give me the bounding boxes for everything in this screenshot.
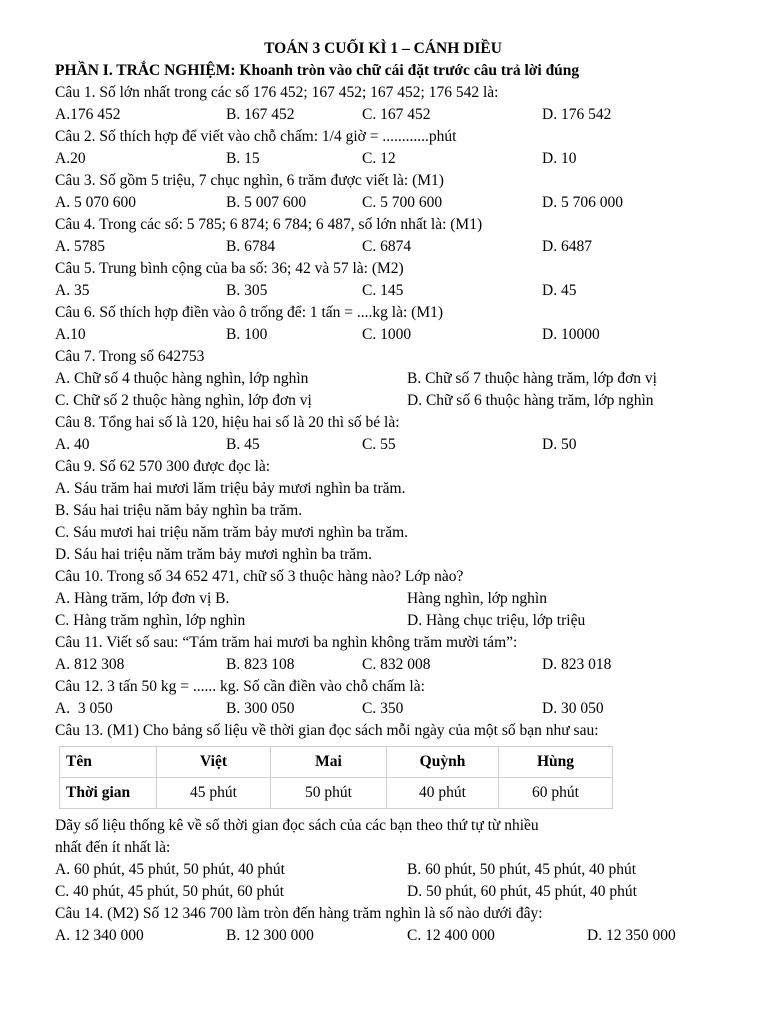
q4-option-c[interactable]: C. 6874 [362,238,412,255]
q14-option-b[interactable]: B. 12 300 000 [226,927,314,944]
question-13-prompt-cont: nhất đến ít nhất là: [55,839,171,856]
q12-option-d[interactable]: D. 30 050 [542,700,604,717]
q5-option-b[interactable]: B. 305 [226,282,268,299]
table-row [60,778,613,809]
q12-option-b[interactable]: B. 300 050 [226,700,295,717]
q4-option-d[interactable]: D. 6487 [542,238,592,255]
q8-option-b[interactable]: B. 45 [226,436,260,453]
question-5: Câu 5. Trung bình cộng của ba số: 36; 42 và 57 là: (M2) [55,260,404,277]
table-header-cell: Việt [157,747,271,778]
question-5-options [55,280,735,302]
question-8-options [55,434,735,456]
question-12: Câu 12. 3 tấn 50 kg = ...... kg. Số cần điền vào chỗ chấm là: [55,678,425,695]
q10-option-b[interactable]: Hàng nghìn, lớp nghìn [407,590,547,607]
question-10-options-ab [55,588,735,610]
question-11-options [55,654,735,676]
q2-option-d[interactable]: D. 10 [542,150,577,167]
question-9: Câu 9. Số 62 570 300 được đọc là: [55,458,271,475]
question-3: Câu 3. Số gồm 5 triệu, 7 chục nghìn, 6 trăm được viết là: (M1) [55,172,444,189]
question-2: Câu 2. Số thích hợp để viết vào chỗ chấm: 1/4 giờ = ............phút [55,128,457,145]
q8-option-d[interactable]: D. 50 [542,436,577,453]
question-10: Câu 10. Trong số 34 652 471, chữ số 3 thuộc hàng nào? Lớp nào? [55,568,464,585]
q1-option-d[interactable]: D. 176 542 [542,106,612,123]
q12-option-c[interactable]: C. 350 [362,700,404,717]
q8-option-c[interactable]: C. 55 [362,436,396,453]
table-cell: 45 phút [157,778,271,809]
q1-option-a[interactable]: A.176 452 [55,106,121,123]
question-3-options [55,192,735,214]
q12-option-a[interactable]: A. 3 050 [55,700,113,717]
question-4-options [55,236,735,258]
q10-option-a[interactable]: A. Hàng trăm, lớp đơn vị B. [55,590,230,607]
q9-option-c[interactable]: C. Sáu mươi hai triệu năm trăm bảy mươi nghìn ba trăm. [55,524,409,541]
q9-option-b[interactable]: B. Sáu hai triệu năm bảy nghìn ba trăm. [55,502,303,519]
table-header-cell: Quỳnh [387,747,499,778]
worksheet-page [55,38,735,947]
q14-option-d[interactable]: D. 12 350 000 [587,927,676,944]
q6-option-c[interactable]: C. 1000 [362,326,412,343]
q13-option-a[interactable]: A. 60 phút, 45 phút, 50 phút, 40 phút [55,861,285,878]
q9-option-a[interactable]: A. Sáu trăm hai mươi lăm triệu bảy mươi nghìn ba trăm. [55,480,406,497]
question-1-options [55,104,735,126]
q11-option-c[interactable]: C. 832 008 [362,656,431,673]
question-6-options [55,324,735,346]
table-cell: 60 phút [499,778,613,809]
q10-option-d[interactable]: D. Hàng chục triệu, lớp triệu [407,612,586,629]
q3-option-c[interactable]: C. 5 700 600 [362,194,443,211]
q6-option-d[interactable]: D. 10000 [542,326,600,343]
reading-time-table [59,746,613,809]
q13-option-d[interactable]: D. 50 phút, 60 phút, 45 phút, 40 phút [407,883,637,900]
table-cell: 50 phút [271,778,387,809]
q11-option-d[interactable]: D. 823 018 [542,656,612,673]
page-title: TOÁN 3 CUỐI KÌ 1 – CÁNH DIỀU [264,40,502,57]
q11-option-a[interactable]: A. 812 308 [55,656,125,673]
q11-option-b[interactable]: B. 823 108 [226,656,295,673]
q13-option-c[interactable]: C. 40 phút, 45 phút, 50 phút, 60 phút [55,883,285,900]
question-7-options-cd [55,390,735,412]
question-7-options-ab [55,368,735,390]
q4-option-a[interactable]: A. 5785 [55,238,105,255]
q7-option-a[interactable]: A. Chữ số 4 thuộc hàng nghìn, lớp nghìn [55,370,309,387]
q7-option-b[interactable]: B. Chữ số 7 thuộc hàng trăm, lớp đơn vị [407,370,657,387]
q2-option-b[interactable]: B. 15 [226,150,260,167]
question-13-prompt: Dãy số liệu thống kê về số thời gian đọc sách của các bạn theo thứ tự từ nhiều [55,817,539,834]
q1-option-b[interactable]: B. 167 452 [226,106,295,123]
q4-option-b[interactable]: B. 6784 [226,238,276,255]
question-14: Câu 14. (M2) Số 12 346 700 làm tròn đến hàng trăm nghìn là số nào dưới đây: [55,905,543,922]
q5-option-d[interactable]: D. 45 [542,282,577,299]
q7-option-d[interactable]: D. Chữ số 6 thuộc hàng trăm, lớp nghìn [407,392,654,409]
q5-option-a[interactable]: A. 35 [55,282,90,299]
q6-option-b[interactable]: B. 100 [226,326,268,343]
q8-option-a[interactable]: A. 40 [55,436,90,453]
q14-option-a[interactable]: A. 12 340 000 [55,927,144,944]
q7-option-c[interactable]: C. Chữ số 2 thuộc hàng nghìn, lớp đơn vị [55,392,312,409]
question-8: Câu 8. Tổng hai số là 120, hiệu hai số là 20 thì số bé là: [55,414,400,431]
q3-option-d[interactable]: D. 5 706 000 [542,194,623,211]
question-6: Câu 6. Số thích hợp điền vào ô trống để: 1 tấn = ....kg là: (M1) [55,304,444,321]
q3-option-b[interactable]: B. 5 007 600 [226,194,307,211]
question-13: Câu 13. (M1) Cho bảng số liệu về thời gian đọc sách mỗi ngày của một số bạn như sau: [55,722,599,739]
q2-option-c[interactable]: C. 12 [362,150,396,167]
q10-option-c[interactable]: C. Hàng trăm nghìn, lớp nghìn [55,612,246,629]
question-14-options [55,925,735,947]
question-10-options-cd [55,610,735,632]
table-header-cell: Mai [271,747,387,778]
table-header-row [60,747,613,778]
q13-option-b[interactable]: B. 60 phút, 50 phút, 45 phút, 40 phút [407,861,637,878]
table-cell: Thời gian [60,778,157,809]
question-2-options [55,148,735,170]
q6-option-a[interactable]: A.10 [55,326,86,343]
q1-option-c[interactable]: C. 167 452 [362,106,431,123]
question-13-options-ab [55,859,735,881]
question-4: Câu 4. Trong các số: 5 785; 6 874; 6 784; 6 487, số lớn nhất là: (M1) [55,216,483,233]
table-header-cell: Tên [60,747,157,778]
question-12-options [55,698,735,720]
q9-option-d[interactable]: D. Sáu hai triệu năm trăm bảy mươi nghìn ba trăm. [55,546,373,563]
question-11: Câu 11. Viết số sau: “Tám trăm hai mươi ba nghìn không trăm mười tám”: [55,634,518,651]
question-1: Câu 1. Số lớn nhất trong các số 176 452; 167 452; 167 452; 176 542 là: [55,84,499,101]
q3-option-a[interactable]: A. 5 070 600 [55,194,136,211]
q2-option-a[interactable]: A.20 [55,150,86,167]
section-heading: PHẦN I. TRẮC NGHIỆM: Khoanh tròn vào chữ cái đặt trước câu trả lời đúng [55,62,580,79]
table-header-cell: Hùng [499,747,613,778]
question-7: Câu 7. Trong số 642753 [55,348,205,365]
question-13-options-cd [55,881,735,903]
q5-option-c[interactable]: C. 145 [362,282,404,299]
table-cell: 40 phút [387,778,499,809]
q14-option-c[interactable]: C. 12 400 000 [407,927,495,944]
